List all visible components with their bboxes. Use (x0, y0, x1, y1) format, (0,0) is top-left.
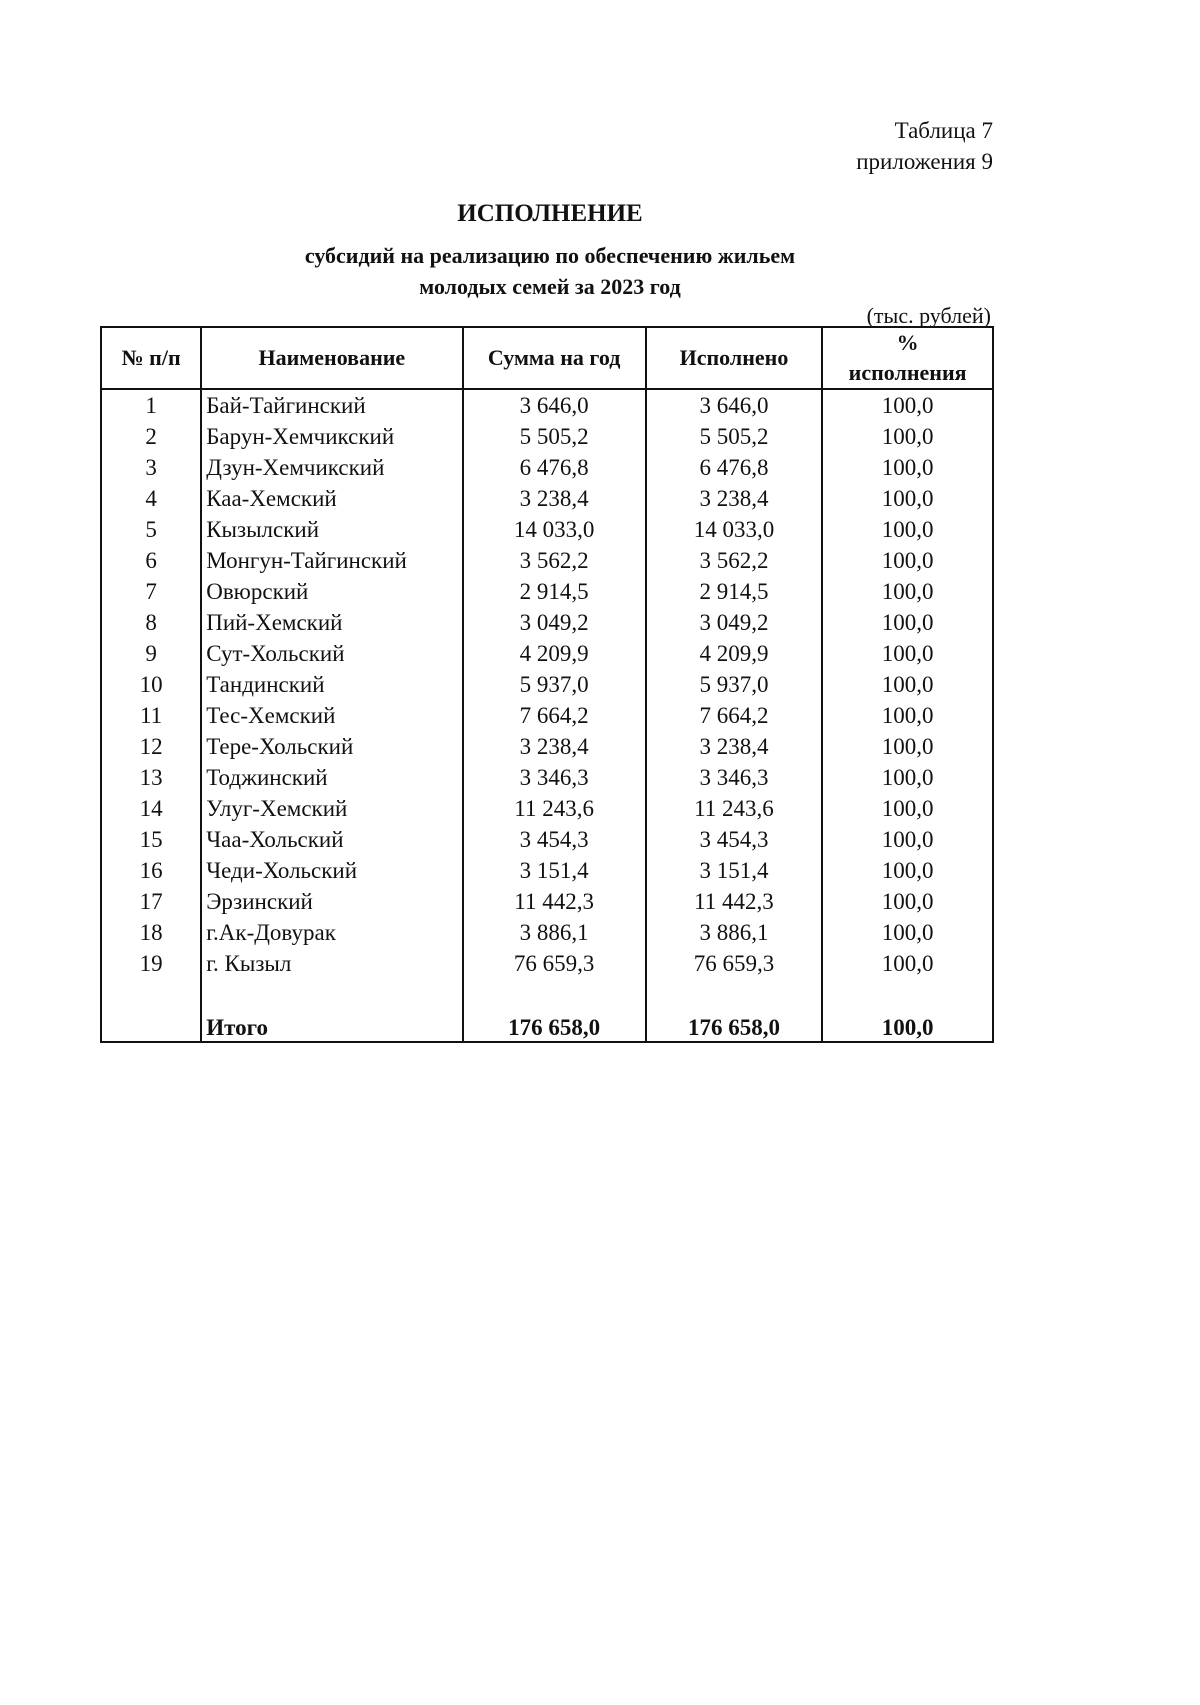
row-annual-sum: 3 238,4 (463, 731, 646, 762)
row-name: Каа-Хемский (201, 483, 462, 514)
row-name: Улуг-Хемский (201, 793, 462, 824)
row-executed: 3 151,4 (646, 855, 822, 886)
header-percent-symbol: % (896, 330, 919, 355)
row-percent: 100,0 (822, 917, 993, 948)
table-row (101, 421, 993, 452)
table-row (101, 917, 993, 948)
row-number: 8 (101, 607, 201, 638)
row-annual-sum: 14 033,0 (463, 514, 646, 545)
row-executed: 3 346,3 (646, 762, 822, 793)
table-row (101, 452, 993, 483)
row-percent: 100,0 (822, 669, 993, 700)
row-percent: 100,0 (822, 793, 993, 824)
spacer-cell (463, 979, 646, 1010)
total-executed: 176 658,0 (646, 1010, 822, 1042)
header-percent (822, 327, 993, 389)
row-executed: 11 243,6 (646, 793, 822, 824)
row-name: г.Ак-Довурак (201, 917, 462, 948)
row-percent: 100,0 (822, 948, 993, 979)
table-row (101, 576, 993, 607)
row-executed: 6 476,8 (646, 452, 822, 483)
row-percent: 100,0 (822, 731, 993, 762)
row-name: Монгун-Тайгинский (201, 545, 462, 576)
row-number: 11 (101, 700, 201, 731)
table-row (101, 731, 993, 762)
row-name: Чаа-Хольский (201, 824, 462, 855)
row-executed: 3 049,2 (646, 607, 822, 638)
row-executed: 11 442,3 (646, 886, 822, 917)
row-number: 2 (101, 421, 201, 452)
row-executed: 4 209,9 (646, 638, 822, 669)
row-percent: 100,0 (822, 638, 993, 669)
row-percent: 100,0 (822, 452, 993, 483)
row-name: Сут-Хольский (201, 638, 462, 669)
row-percent: 100,0 (822, 421, 993, 452)
header-executed: Исполнено (646, 327, 822, 389)
row-annual-sum: 3 346,3 (463, 762, 646, 793)
table-row (101, 389, 993, 421)
row-annual-sum: 3 562,2 (463, 545, 646, 576)
row-name: Кызылский (201, 514, 462, 545)
row-number: 15 (101, 824, 201, 855)
subsidy-table (100, 326, 994, 1043)
row-executed: 7 664,2 (646, 700, 822, 731)
subtitle-line-2: молодых семей за 2023 год (419, 274, 681, 299)
row-executed: 3 238,4 (646, 483, 822, 514)
table-row (101, 855, 993, 886)
row-percent: 100,0 (822, 762, 993, 793)
row-number: 4 (101, 483, 201, 514)
row-executed: 3 454,3 (646, 824, 822, 855)
spacer-cell (822, 979, 993, 1010)
row-name: Дзун-Хемчикский (201, 452, 462, 483)
row-percent: 100,0 (822, 514, 993, 545)
appendix-number: приложения 9 (856, 149, 993, 174)
row-annual-sum: 7 664,2 (463, 700, 646, 731)
row-executed: 3 886,1 (646, 917, 822, 948)
row-executed: 3 238,4 (646, 731, 822, 762)
row-number: 14 (101, 793, 201, 824)
table-number: Таблица 7 (894, 118, 993, 143)
row-number: 17 (101, 886, 201, 917)
table-row (101, 514, 993, 545)
row-annual-sum: 3 151,4 (463, 855, 646, 886)
row-percent: 100,0 (822, 576, 993, 607)
row-annual-sum: 5 937,0 (463, 669, 646, 700)
row-number: 9 (101, 638, 201, 669)
row-annual-sum: 3 454,3 (463, 824, 646, 855)
document-title: ИСПОЛНЕНИЕ (457, 200, 643, 227)
spacer-cell (646, 979, 822, 1010)
total-percent: 100,0 (822, 1010, 993, 1042)
row-number: 19 (101, 948, 201, 979)
subtitle-line-1: субсидий на реализацию по обеспечению жильем (304, 243, 796, 268)
row-annual-sum: 4 209,9 (463, 638, 646, 669)
total-annual-sum: 176 658,0 (463, 1010, 646, 1042)
total-row (101, 1010, 993, 1042)
spacer-row (101, 979, 993, 1010)
row-name: Чеди-Хольский (201, 855, 462, 886)
table-row (101, 793, 993, 824)
row-annual-sum: 5 505,2 (463, 421, 646, 452)
row-name: Овюрский (201, 576, 462, 607)
row-number: 6 (101, 545, 201, 576)
units-note: (тыс. рублей) (866, 303, 991, 328)
row-name: Тес-Хемский (201, 700, 462, 731)
row-executed: 2 914,5 (646, 576, 822, 607)
row-executed: 76 659,3 (646, 948, 822, 979)
row-percent: 100,0 (822, 545, 993, 576)
row-number: 13 (101, 762, 201, 793)
row-annual-sum: 3 238,4 (463, 483, 646, 514)
table-row (101, 545, 993, 576)
table-row (101, 700, 993, 731)
row-executed: 5 937,0 (646, 669, 822, 700)
row-number: 1 (101, 389, 201, 421)
row-number: 10 (101, 669, 201, 700)
row-name: Тоджинский (201, 762, 462, 793)
row-executed: 3 562,2 (646, 545, 822, 576)
row-percent: 100,0 (822, 824, 993, 855)
table-row (101, 762, 993, 793)
table-row (101, 669, 993, 700)
row-percent: 100,0 (822, 886, 993, 917)
row-percent: 100,0 (822, 607, 993, 638)
row-percent: 100,0 (822, 483, 993, 514)
row-executed: 3 646,0 (646, 389, 822, 421)
row-number: 18 (101, 917, 201, 948)
row-number: 12 (101, 731, 201, 762)
row-executed: 14 033,0 (646, 514, 822, 545)
table-row (101, 483, 993, 514)
row-annual-sum: 11 442,3 (463, 886, 646, 917)
row-percent: 100,0 (822, 700, 993, 731)
row-executed: 5 505,2 (646, 421, 822, 452)
table-header-row (101, 327, 993, 389)
total-label: Итого (201, 1010, 462, 1042)
row-number: 7 (101, 576, 201, 607)
row-annual-sum: 76 659,3 (463, 948, 646, 979)
row-annual-sum: 3 886,1 (463, 917, 646, 948)
row-percent: 100,0 (822, 389, 993, 421)
spacer-cell (201, 979, 462, 1010)
row-name: г. Кызыл (201, 948, 462, 979)
table-row (101, 607, 993, 638)
table-row (101, 886, 993, 917)
table-reference (856, 115, 993, 177)
row-name: Пий-Хемский (201, 607, 462, 638)
row-annual-sum: 3 646,0 (463, 389, 646, 421)
row-annual-sum: 6 476,8 (463, 452, 646, 483)
header-number: № п/п (101, 327, 201, 389)
table-body (101, 389, 993, 1042)
header-annual-sum: Сумма на год (463, 327, 646, 389)
row-name: Бай-Тайгинский (201, 389, 462, 421)
table-row (101, 948, 993, 979)
spacer-cell (101, 979, 201, 1010)
row-percent: 100,0 (822, 855, 993, 886)
row-annual-sum: 11 243,6 (463, 793, 646, 824)
row-annual-sum: 3 049,2 (463, 607, 646, 638)
row-name: Барун-Хемчикский (201, 421, 462, 452)
total-number (101, 1010, 201, 1042)
row-name: Эрзинский (201, 886, 462, 917)
header-percent-word: исполнения (848, 360, 967, 385)
row-number: 16 (101, 855, 201, 886)
row-number: 5 (101, 514, 201, 545)
document-subtitle (0, 240, 1100, 302)
row-number: 3 (101, 452, 201, 483)
table-row (101, 638, 993, 669)
table-row (101, 824, 993, 855)
row-name: Тере-Хольский (201, 731, 462, 762)
row-annual-sum: 2 914,5 (463, 576, 646, 607)
header-name: Наименование (201, 327, 462, 389)
row-name: Тандинский (201, 669, 462, 700)
